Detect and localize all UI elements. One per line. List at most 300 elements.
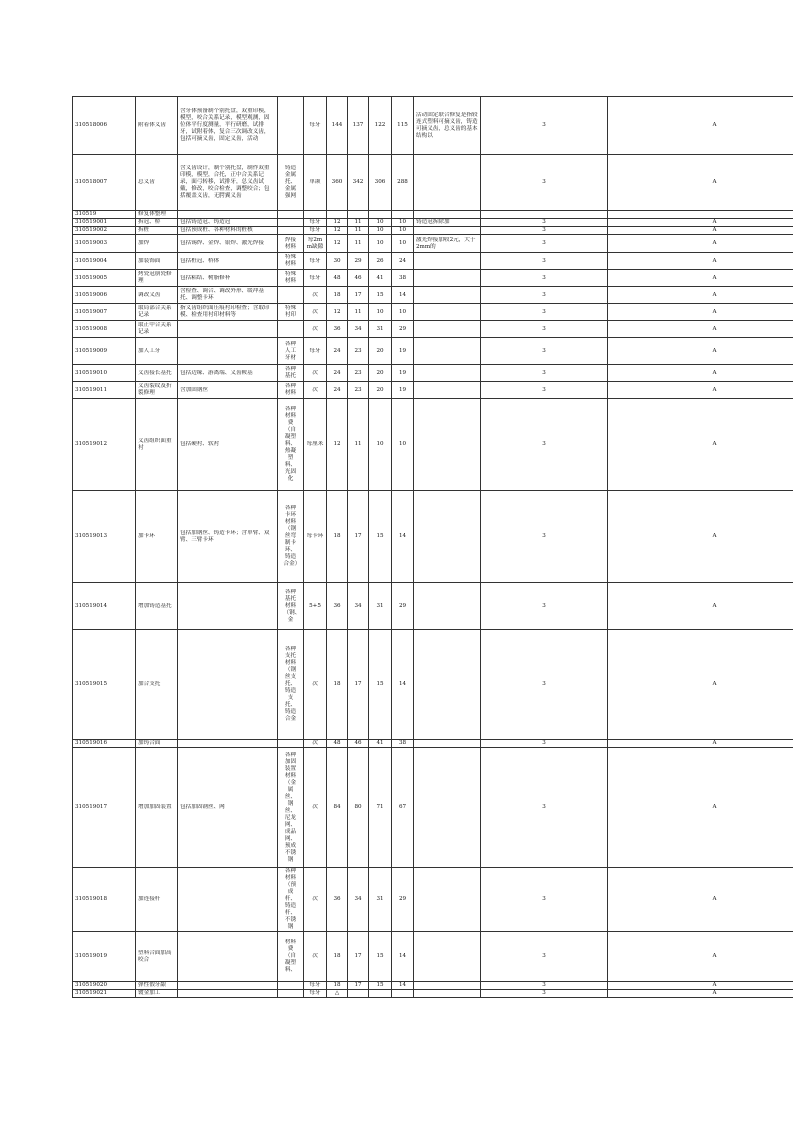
- price-level-4-text: 14: [398, 533, 407, 539]
- item-code-text: 310519: [75, 211, 97, 217]
- remarks-cell: [414, 211, 481, 219]
- unit-cell: [304, 235, 327, 253]
- item-name-text: 烤瓷冠崩瓷修理: [138, 271, 172, 284]
- item-name-text: 弹性假牙龈: [138, 982, 166, 988]
- price-level-4-cell: [392, 982, 414, 990]
- remarks-cell: [414, 304, 481, 321]
- item-code-text: 310519007: [75, 308, 108, 315]
- price-level-4-text: 14: [398, 953, 407, 959]
- price-level-3-text: 15: [376, 982, 384, 988]
- item-content-text: 包括硬衬、软衬: [180, 441, 220, 447]
- item-code-text: 310519006: [75, 291, 108, 298]
- unit-text: 次: [312, 804, 318, 810]
- table-row: [73, 932, 793, 982]
- price-level-2-text: 17: [354, 533, 362, 539]
- item-name-cell: [136, 740, 178, 748]
- item-code-text: 310519021: [75, 990, 108, 996]
- payment-class-cell: [608, 748, 793, 868]
- payment-class-text: A: [712, 347, 717, 354]
- payment-class-cell: [608, 227, 793, 235]
- price-level-1-cell: [327, 321, 348, 338]
- item-content-cell: [178, 748, 278, 868]
- excluded-items-text: 各种卡环材料（钢丝弯制卡环、铸造合金）: [283, 505, 301, 567]
- excluded-items-cell: [278, 270, 304, 287]
- excluded-items-text: 各种人工牙材: [284, 340, 297, 361]
- payment-class-cell: [608, 287, 793, 304]
- price-level-1-cell: [327, 227, 348, 235]
- price-level-1-text: 12: [333, 219, 341, 225]
- payment-class-text: A: [712, 533, 717, 539]
- item-name-cell: [136, 630, 178, 740]
- price-level-4-text: 38: [398, 274, 407, 281]
- table-row: [73, 211, 793, 219]
- price-level-1-cell: [327, 982, 348, 990]
- price-level-3-text: 20: [376, 369, 384, 376]
- item-code-cell: [73, 253, 136, 270]
- item-code-cell: [73, 321, 136, 338]
- item-content-text: 包括边缘、游离端、义齿鞍基: [180, 369, 253, 376]
- excluded-items-cell: [278, 338, 304, 365]
- item-name-cell: [136, 321, 178, 338]
- excluded-items-text: 各种支托材料（钢丝支托、铸造支托、铸造合金: [284, 646, 297, 722]
- hospital-level-cell: [481, 155, 608, 211]
- payment-class-cell: [608, 97, 793, 155]
- item-code-cell: [73, 932, 136, 982]
- price-level-2-text: 11: [354, 240, 362, 246]
- payment-class-text: A: [712, 386, 717, 393]
- price-level-3-cell: [369, 748, 392, 868]
- payment-class-text: A: [712, 240, 717, 246]
- table-row: [73, 630, 793, 740]
- price-level-3-cell: [369, 382, 392, 399]
- price-level-3-cell: [369, 982, 392, 990]
- hospital-level-cell: [481, 211, 608, 219]
- item-name-cell: [136, 932, 178, 982]
- price-level-3-cell: [369, 211, 392, 219]
- price-level-3-cell: [369, 365, 392, 382]
- price-level-4-cell: [392, 270, 414, 287]
- table-row: [73, 982, 793, 990]
- price-level-2-cell: [348, 932, 369, 982]
- hospital-level-cell: [481, 253, 608, 270]
- item-content-cell: [178, 491, 278, 583]
- excluded-items-cell: [278, 253, 304, 270]
- price-level-1-text: 18: [333, 982, 341, 988]
- price-level-4-cell: [392, 748, 414, 868]
- hospital-level-text: 3: [542, 240, 546, 246]
- price-level-3-cell: [369, 253, 392, 270]
- price-level-4-text: 19: [398, 369, 407, 376]
- price-level-2-text: 29: [354, 257, 362, 264]
- item-code-text: 310519008: [75, 325, 108, 332]
- table-row: [73, 365, 793, 382]
- price-level-4-text: 14: [398, 681, 407, 687]
- item-content-text: 含加固钢丝: [180, 386, 208, 393]
- unit-text: 每厘米: [306, 441, 324, 447]
- price-schedule-sheet: [72, 96, 721, 998]
- item-code-text: 310519004: [75, 257, 108, 264]
- item-content-cell: [178, 365, 278, 382]
- price-level-4-text: 24: [398, 257, 407, 264]
- item-name-text: 拆桩: [138, 227, 150, 233]
- price-level-4-cell: [392, 235, 414, 253]
- excluded-items-cell: [278, 382, 304, 399]
- remarks-text: 铸造冠拆除加: [416, 219, 450, 225]
- price-level-4-cell: [392, 227, 414, 235]
- price-level-3-cell: [369, 321, 392, 338]
- item-name-cell: [136, 287, 178, 304]
- price-level-2-text: 34: [354, 602, 362, 609]
- item-code-cell: [73, 365, 136, 382]
- price-level-2-cell: [348, 382, 369, 399]
- hospital-level-cell: [481, 321, 608, 338]
- price-level-4-cell: [392, 155, 414, 211]
- payment-class-cell: [608, 253, 793, 270]
- item-name-cell: [136, 227, 178, 235]
- excluded-items-cell: [278, 868, 304, 932]
- item-name-text: 调改义齿: [138, 291, 161, 298]
- price-level-1-cell: [327, 97, 348, 155]
- price-level-4-cell: [392, 304, 414, 321]
- payment-class-cell: [608, 740, 793, 748]
- price-level-3-text: 31: [376, 325, 384, 332]
- hospital-level-cell: [481, 235, 608, 253]
- item-code-text: 310518006: [75, 122, 108, 128]
- hospital-level-cell: [481, 219, 608, 227]
- price-level-1-cell: [327, 932, 348, 982]
- table-row: [73, 748, 793, 868]
- item-name-cell: [136, 982, 178, 990]
- remarks-cell: [414, 630, 481, 740]
- item-code-text: 310519005: [75, 274, 108, 281]
- price-level-1-cell: [327, 211, 348, 219]
- price-level-1-cell: [327, 630, 348, 740]
- remarks-text: 激光焊接加收2元，大于2mm的: [416, 236, 476, 250]
- price-level-4-cell: [392, 399, 414, 491]
- price-level-2-text: 11: [354, 308, 362, 315]
- remarks-cell: [414, 740, 481, 748]
- payment-class-cell: [608, 155, 793, 211]
- hospital-level-text: 3: [542, 896, 546, 902]
- price-level-3-text: 15: [376, 953, 384, 959]
- payment-class-text: A: [712, 325, 717, 332]
- price-level-2-cell: [348, 583, 369, 630]
- price-level-2-text: 23: [354, 347, 362, 354]
- item-name-text: 加焊: [138, 240, 150, 246]
- item-content-cell: [178, 304, 278, 321]
- hospital-level-cell: [481, 748, 608, 868]
- price-level-4-text: 38: [398, 740, 407, 746]
- unit-text: 次: [312, 681, 318, 687]
- price-level-4-cell: [392, 932, 414, 982]
- hospital-level-text: 3: [542, 681, 546, 687]
- price-level-2-cell: [348, 740, 369, 748]
- unit-cell: [304, 630, 327, 740]
- excluded-items-text: 各种基托材料（钢、金: [283, 588, 301, 623]
- item-name-text: 义齿接长基托: [138, 369, 172, 376]
- excluded-items-text: 特殊衬印: [284, 305, 297, 318]
- hospital-level-cell: [481, 382, 608, 399]
- price-level-1-cell: [327, 740, 348, 748]
- hospital-level-text: 3: [542, 179, 546, 185]
- item-code-cell: [73, 97, 136, 155]
- price-level-1-cell: [327, 748, 348, 868]
- price-level-2-cell: [348, 253, 369, 270]
- table-row: [73, 155, 793, 211]
- payment-class-text: A: [712, 740, 717, 746]
- remarks-cell: [414, 399, 481, 491]
- price-level-1-cell: [327, 491, 348, 583]
- hospital-level-cell: [481, 740, 608, 748]
- price-level-3-cell: [369, 932, 392, 982]
- excluded-items-cell: [278, 748, 304, 868]
- price-level-2-cell: [348, 399, 369, 491]
- unit-cell: [304, 740, 327, 748]
- hospital-level-text: 3: [542, 982, 546, 988]
- item-code-cell: [73, 491, 136, 583]
- remarks-cell: [414, 97, 481, 155]
- price-level-3-cell: [369, 868, 392, 932]
- item-content-text: 包括桩冠、桥体: [180, 257, 220, 264]
- unit-cell: [304, 211, 327, 219]
- price-level-1-text: 30: [333, 257, 341, 264]
- hospital-level-cell: [481, 932, 608, 982]
- unit-text: 每牙: [309, 347, 321, 354]
- hospital-level-text: 3: [542, 122, 546, 128]
- price-level-4-cell: [392, 740, 414, 748]
- payment-class-cell: [608, 219, 793, 227]
- unit-cell: [304, 270, 327, 287]
- unit-cell: [304, 321, 327, 338]
- price-level-2-text: 17: [354, 953, 362, 959]
- item-code-cell: [73, 270, 136, 287]
- item-code-text: 310519018: [75, 896, 108, 902]
- price-level-2-text: 46: [354, 274, 362, 281]
- price-level-2-text: 17: [354, 982, 362, 988]
- item-content-cell: [178, 630, 278, 740]
- excluded-items-text: 特殊材料: [284, 254, 297, 267]
- price-table: [72, 96, 793, 998]
- remarks-cell: [414, 365, 481, 382]
- price-level-1-text: 48: [333, 740, 341, 746]
- item-name-cell: [136, 491, 178, 583]
- excluded-items-cell: [278, 235, 304, 253]
- excluded-items-text: 铸造金属托、金属强网: [284, 165, 297, 199]
- payment-class-cell: [608, 932, 793, 982]
- payment-class-text: A: [712, 122, 717, 128]
- item-name-text: 取正中合关系记录: [138, 322, 172, 335]
- item-content-cell: [178, 382, 278, 399]
- remarks-cell: [414, 321, 481, 338]
- unit-cell: [304, 227, 327, 235]
- price-level-2-cell: [348, 982, 369, 990]
- unit-text: 每牙: [309, 219, 321, 225]
- excluded-items-cell: [278, 211, 304, 219]
- price-level-4-cell: [392, 219, 414, 227]
- price-level-4-cell: [392, 990, 414, 998]
- table-row: [73, 382, 793, 399]
- price-level-1-text: 144: [331, 122, 343, 128]
- price-level-3-cell: [369, 155, 392, 211]
- payment-class-text: A: [712, 291, 717, 298]
- price-level-4-text: 29: [398, 602, 407, 609]
- hospital-level-text: 3: [542, 533, 546, 539]
- price-level-1-cell: [327, 365, 348, 382]
- item-name-text: 附着体义齿: [138, 122, 166, 128]
- price-level-2-cell: [348, 235, 369, 253]
- price-level-1-text: 36: [333, 896, 341, 902]
- item-code-cell: [73, 748, 136, 868]
- price-level-3-cell: [369, 304, 392, 321]
- price-level-2-text: 342: [352, 179, 364, 185]
- price-level-1-cell: [327, 583, 348, 630]
- item-code-text: 310519015: [75, 681, 108, 687]
- price-level-3-text: 10: [376, 308, 384, 315]
- price-level-4-cell: [392, 97, 414, 155]
- unit-text: 次: [312, 325, 318, 332]
- excluded-items-text: 各种材料（预成杆、铸造杆、不锈钢: [284, 868, 297, 930]
- unit-cell: [304, 287, 327, 304]
- price-level-1-cell: [327, 304, 348, 321]
- item-code-cell: [73, 399, 136, 491]
- price-level-3-text: 41: [376, 740, 384, 746]
- table-row: [73, 304, 793, 321]
- excluded-items-cell: [278, 219, 304, 227]
- item-content-text: 含义齿设计，制个别托盘，制作双重印模，模型，合托，正中合关系记录，面弓转移，试排牙，总义齿试戴，修改，咬合检查，调整咬合；包括覆盖义齿，无腭翼义齿: [180, 165, 270, 199]
- price-level-3-text: 15: [376, 533, 384, 539]
- price-level-3-text: 122: [374, 122, 386, 128]
- excluded-items-cell: [278, 304, 304, 321]
- price-level-4-cell: [392, 382, 414, 399]
- price-level-2-cell: [348, 211, 369, 219]
- payment-class-text: A: [712, 219, 717, 225]
- item-content-cell: [178, 287, 278, 304]
- price-level-1-text: 84: [333, 804, 341, 810]
- price-level-3-text: 31: [376, 896, 384, 902]
- excluded-items-text: 各种基托: [284, 366, 297, 379]
- item-content-text: 包括粘结、树脂修补: [180, 274, 231, 281]
- table-row: [73, 868, 793, 932]
- price-level-2-cell: [348, 287, 369, 304]
- unit-text: 每牙: [309, 990, 321, 996]
- price-level-4-text: 10: [398, 308, 407, 315]
- price-level-4-cell: [392, 491, 414, 583]
- price-level-2-cell: [348, 630, 369, 740]
- payment-class-text: A: [712, 441, 717, 447]
- item-content-text: 包括加固钢丝、网: [180, 804, 225, 810]
- excluded-items-cell: [278, 982, 304, 990]
- item-code-text: 310519010: [75, 369, 108, 376]
- item-name-text: 加人工牙: [138, 347, 161, 354]
- price-level-1-text: 24: [333, 386, 341, 393]
- payment-class-cell: [608, 338, 793, 365]
- price-level-4-text: 10: [398, 240, 407, 246]
- item-name-cell: [136, 365, 178, 382]
- price-level-1-text: 36: [333, 602, 341, 609]
- payment-class-cell: [608, 583, 793, 630]
- unit-cell: [304, 382, 327, 399]
- item-name-text: 加卡环: [138, 533, 155, 539]
- item-name-text: 加装饰面: [138, 257, 161, 264]
- item-name-cell: [136, 583, 178, 630]
- table-row: [73, 97, 793, 155]
- price-level-4-text: 14: [398, 982, 407, 988]
- item-name-cell: [136, 990, 178, 998]
- remarks-cell: [414, 982, 481, 990]
- item-code-cell: [73, 219, 136, 227]
- remarks-cell: [414, 253, 481, 270]
- price-level-2-cell: [348, 219, 369, 227]
- item-code-text: 310519003: [75, 240, 108, 246]
- payment-class-text: A: [712, 896, 717, 902]
- item-name-text: 增加加固装置: [138, 804, 172, 810]
- price-level-1-text: 12: [333, 240, 341, 246]
- table-row: [73, 253, 793, 270]
- price-level-2-text: 11: [354, 219, 362, 225]
- price-level-3-cell: [369, 630, 392, 740]
- unit-cell: [304, 748, 327, 868]
- table-row: [73, 235, 793, 253]
- excluded-items-cell: [278, 97, 304, 155]
- payment-class-cell: [608, 491, 793, 583]
- table-row: [73, 227, 793, 235]
- price-level-4-cell: [392, 365, 414, 382]
- item-code-cell: [73, 382, 136, 399]
- table-row: [73, 740, 793, 748]
- item-name-text: 加铸合面: [138, 740, 161, 746]
- item-content-cell: [178, 97, 278, 155]
- price-level-2-cell: [348, 304, 369, 321]
- excluded-items-text: 特殊材料: [284, 271, 297, 284]
- payment-class-text: A: [712, 681, 717, 687]
- item-code-text: 310519019: [75, 953, 108, 959]
- item-name-text: 总义齿: [138, 179, 155, 185]
- item-name-cell: [136, 219, 178, 227]
- unit-cell: [304, 990, 327, 998]
- excluded-items-cell: [278, 491, 304, 583]
- price-level-3-text: 31: [376, 602, 384, 609]
- unit-cell: [304, 399, 327, 491]
- item-name-cell: [136, 211, 178, 219]
- excluded-items-text: 材料费（自凝塑料、: [284, 939, 297, 973]
- item-content-cell: [178, 219, 278, 227]
- price-level-2-cell: [348, 990, 369, 998]
- item-code-cell: [73, 235, 136, 253]
- price-level-3-text: 306: [374, 179, 386, 185]
- price-level-1-cell: [327, 382, 348, 399]
- price-level-3-cell: [369, 97, 392, 155]
- excluded-items-cell: [278, 630, 304, 740]
- hospital-level-text: 3: [542, 274, 546, 281]
- price-level-4-text: 14: [398, 291, 407, 298]
- price-level-3-text: 10: [376, 240, 384, 246]
- item-name-text: 取局部合关系记录: [138, 305, 172, 318]
- item-content-text: 含牙体预备制个别托盘，双重印模，模型，咬合关系记录，模型观测，固位体平行度测量，平行研磨，试排牙，试附着体，复合三次调改义齿，包括可摘义齿，固定义齿，活动: [180, 108, 270, 142]
- item-code-text: 310519020: [75, 982, 108, 988]
- hospital-level-text: 3: [542, 953, 546, 959]
- item-content-cell: [178, 932, 278, 982]
- excluded-items-cell: [278, 155, 304, 211]
- unit-cell: [304, 253, 327, 270]
- item-content-cell: [178, 583, 278, 630]
- payment-class-text: A: [712, 982, 717, 988]
- item-name-cell: [136, 235, 178, 253]
- item-code-cell: [73, 868, 136, 932]
- price-level-1-text: 24: [333, 369, 341, 376]
- unit-text: 5+5: [309, 602, 321, 609]
- payment-class-cell: [608, 382, 793, 399]
- item-content-cell: [178, 399, 278, 491]
